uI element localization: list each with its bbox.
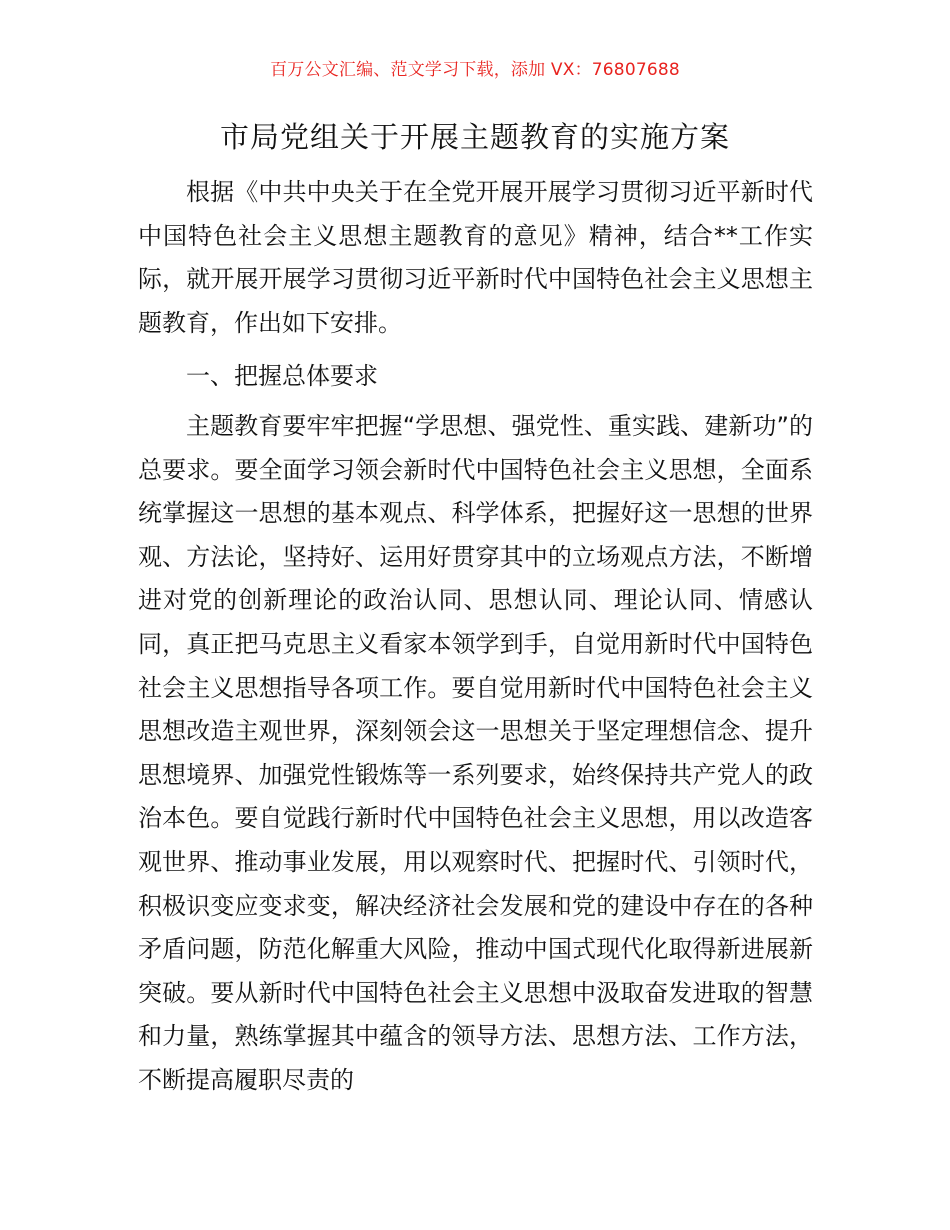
intro-paragraph: 根据《中共中央关于在全党开展开展学习贯彻习近平新时代中国特色社会主义思想主题教育的意见》精神，结合**工作实际，就开展开展学习贯彻习近平新时代中国特色社会主义思想主题教育，作出如下安排。: [138, 178, 813, 337]
section-1-paragraph: 主题教育要牢牢把握“学思想、强党性、重实践、建新功”的总要求。要全面学习领会新时代中国特色社会主义思想，全面系统掌握这一思想的基本观点、科学体系，把握好这一思想的世界观、方法论，坚持好、运用好贯穿其中的立场观点方法，不断增进对党的创新理论的政治认同、思想认同、理论认同、情感认同，真正把马克思主义看家本领学到手，自觉用新时代中国特色社会主义思想指导各项工作。要自觉用新时代中国特色社会主义思想改造主观世界，深刻领会这一思想关于坚定理想信念、提升思想境界、加强党性锻炼等一系列要求，始终保持共产党人的政治本色。要自觉践行新时代中国特色社会主义思想，用以改造客观世界、推动事业发展，用以观察时代、把握时代、引领时代，积极识变应变求变，解决经济社会发展和党的建设中存在的各种矛盾问题，防范化解重大风险，推动中国式现代化取得新进展新突破。要从新时代中国特色社会主义思想中汲取奋发进取的智慧和力量，熟练掌握其中蕴含的领导方法、思想方法、工作方法，不断提高履职尽责的: [138, 412, 813, 1094]
section-heading-1: 一、把握总体要求: [186, 362, 378, 390]
header-watermark-note: 百万公文汇编、范文学习下载，添加 VX：76807688: [270, 60, 680, 80]
document-title: 市局党组关于开展主题教育的实施方案: [219, 120, 730, 154]
